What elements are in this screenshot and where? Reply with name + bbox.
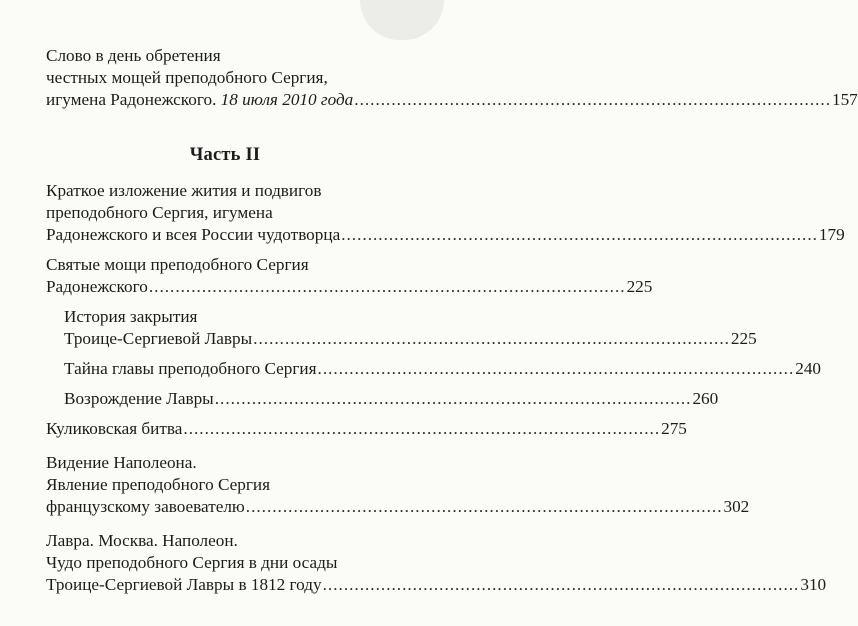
page-number: 225 bbox=[730, 329, 757, 348]
leader-dots: .......................................................................................... bbox=[148, 277, 626, 296]
page-number: 302 bbox=[723, 497, 750, 516]
toc-line: История закрытия bbox=[64, 307, 198, 326]
toc-line: Лавра. Москва. Наполеон. bbox=[46, 531, 238, 550]
toc-line: честных мощей преподобного Сергия, bbox=[46, 68, 328, 87]
toc-entry bbox=[46, 530, 827, 596]
page-number: 240 bbox=[795, 359, 822, 378]
toc-line-text: Троице-Сергиевой Лавры bbox=[64, 329, 253, 348]
toc-line-text: французскому завоевателю bbox=[46, 497, 245, 516]
toc-line: преподобного Сергия, игумена bbox=[46, 203, 273, 222]
toc-line-text: Радонежского и всея России чудотворца bbox=[46, 225, 341, 244]
page-number: 225 bbox=[626, 277, 653, 296]
leader-dots: .......................................................................................... bbox=[317, 359, 795, 378]
leader-dots: .......................................................................................... bbox=[214, 389, 692, 408]
toc-line-text: игумена Радонежского. 18 июля 2010 года bbox=[46, 90, 354, 109]
toc-entry bbox=[46, 388, 719, 410]
toc-line-text: Тайна главы преподобного Сергия bbox=[64, 359, 317, 378]
part-heading: Часть II bbox=[189, 145, 261, 165]
toc-last-line bbox=[46, 496, 750, 518]
toc-entry bbox=[46, 306, 757, 350]
toc-last-line bbox=[64, 388, 719, 410]
leader-dots: .......................................................................................... bbox=[245, 497, 723, 516]
toc-line-text: Возрождение Лавры bbox=[64, 389, 214, 408]
toc-line-text: Троице-Сергиевой Лавры в 1812 году bbox=[46, 575, 322, 594]
toc-last-line bbox=[46, 574, 827, 596]
leader-dots: .......................................................................................... bbox=[183, 419, 661, 438]
toc-date: 18 июля 2010 года bbox=[220, 90, 354, 109]
toc-entry bbox=[46, 45, 858, 111]
toc-last-line bbox=[46, 224, 845, 246]
toc-entry bbox=[46, 358, 822, 380]
toc-section-top bbox=[46, 45, 858, 111]
page-number: 260 bbox=[692, 389, 719, 408]
toc-last-line bbox=[46, 418, 687, 440]
page-number: 179 bbox=[818, 225, 845, 244]
toc-line-text: Радонежского bbox=[46, 277, 148, 296]
leader-dots: .......................................................................................... bbox=[354, 90, 831, 109]
toc-line: Святые мощи преподобного Сергия bbox=[46, 255, 309, 274]
toc-entry bbox=[46, 418, 687, 440]
toc-entry bbox=[46, 452, 750, 518]
toc-last-line bbox=[64, 358, 822, 380]
toc-line: Явление преподобного Сергия bbox=[46, 475, 271, 494]
leader-dots: .......................................................................................... bbox=[322, 575, 800, 594]
toc-last-line bbox=[64, 328, 757, 350]
toc-entry bbox=[46, 254, 653, 298]
toc-last-line bbox=[46, 89, 858, 111]
toc-line: Видение Наполеона. bbox=[46, 453, 197, 472]
toc-line-text: Куликовская битва bbox=[46, 419, 183, 438]
toc-line: Краткое изложение жития и подвигов bbox=[46, 181, 322, 200]
page-number: 157 bbox=[831, 90, 858, 109]
toc-section-part-2 bbox=[46, 180, 845, 596]
toc-last-line bbox=[46, 276, 653, 298]
toc-entry bbox=[46, 180, 845, 246]
page-number: 275 bbox=[661, 419, 687, 438]
toc-line: Слово в день обретения bbox=[46, 46, 221, 65]
leader-dots: .......................................................................................... bbox=[341, 225, 818, 244]
toc-line: Чудо преподобного Сергия в дни осады bbox=[46, 553, 338, 572]
bleed-through-seal bbox=[360, 0, 444, 40]
leader-dots: .......................................................................................... bbox=[253, 329, 730, 348]
page-number: 310 bbox=[800, 575, 827, 594]
